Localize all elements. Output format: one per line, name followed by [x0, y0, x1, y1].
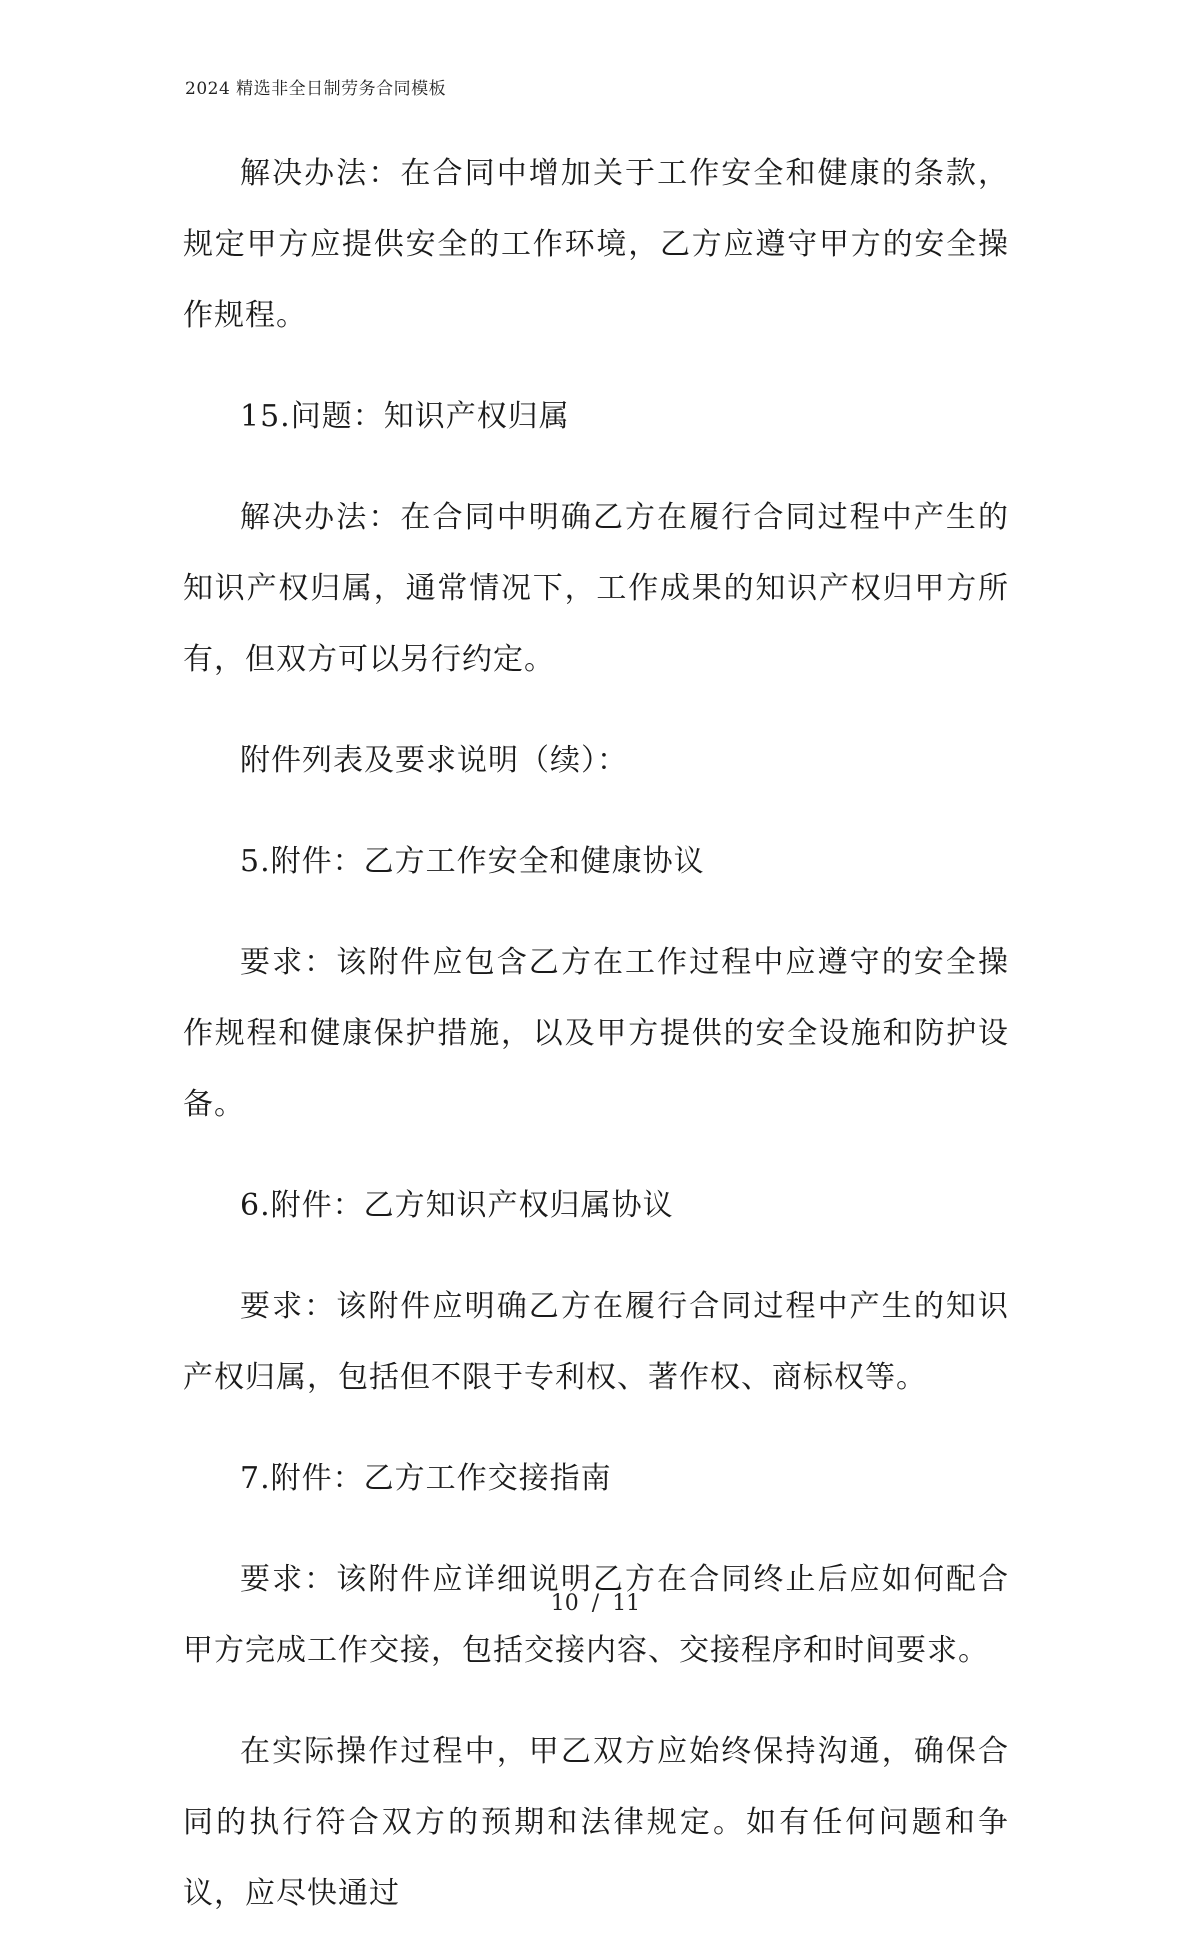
document-body	[183, 138, 1009, 1959]
paragraph-attachment-5-requirement: 要求：该附件应包含乙方在工作过程中应遵守的安全操作规程和健康保护措施，以及甲方提供的安全设施和防护设备。	[183, 945, 1009, 1122]
paragraph-safety-solution: 解决办法：在合同中增加关于工作安全和健康的条款，规定甲方应提供安全的工作环境，乙方应遵守甲方的安全操作规程。	[183, 156, 1009, 333]
paragraph-attachment-6-requirement: 要求：该附件应明确乙方在履行合同过程中产生的知识产权归属，包括但不限于专利权、著作权、商标权等。	[183, 1289, 1009, 1395]
paragraph-attachment-6-title: 6.附件：乙方知识产权归属协议	[240, 1188, 674, 1223]
paragraph-issue-15-heading: 15.问题：知识产权归属	[240, 399, 570, 434]
paragraph-attachment-7-requirement: 要求：该附件应详细说明乙方在合同终止后应如何配合甲方完成工作交接，包括交接内容、交接程序和时间要求。	[183, 1562, 1009, 1668]
paragraph-attachment-7-title: 7.附件：乙方工作交接指南	[240, 1461, 612, 1496]
paragraph-attachment-5-title: 5.附件：乙方工作安全和健康协议	[240, 844, 705, 879]
paragraph-attachments-heading: 附件列表及要求说明（续）：	[240, 743, 628, 778]
paragraph-ip-solution: 解决办法：在合同中明确乙方在履行合同过程中产生的知识产权归属，通常情况下，工作成果的知识产权归甲方所有，但双方可以另行约定。	[183, 500, 1009, 677]
page-number: 10 / 11	[550, 1591, 641, 1616]
paragraph-closing-note: 在实际操作过程中，甲乙双方应始终保持沟通，确保合同的执行符合双方的预期和法律规定。如有任何问题和争议，应尽快通过	[183, 1734, 1009, 1911]
running-header: 2024 精选非全日制劳务合同模板	[185, 79, 447, 99]
